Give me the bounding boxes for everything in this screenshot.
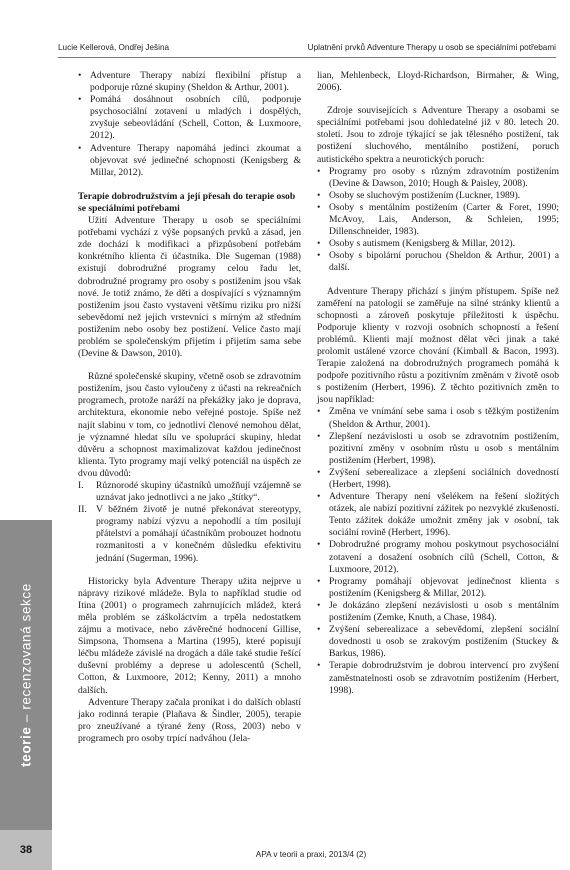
list-item: • Terapie dobrodružstvím je dobrou intervencí pro zvýšení zaměstnatelnosti osob se zdravotním postižením (Herbert, 1998). [317,660,559,696]
list-item: • Osoby s bipolární poruchou (Sheldon & Arthur, 2001) a další. [317,250,559,274]
right-column [317,70,559,697]
list-text: V běžném životě je nutné překonávat stereotypy, programy nabízí výzvu a nepohodlí a tím posilují přátelství a pomáhají účastníkům probouzet hodnotu rozmanitosti a v konečném důsledku efektivitu jednání (Sugerman, 1996). [96,504,301,564]
paragraph: Adventure Therapy začala pronikat i do dalších oblastí jako rodinná terapie (Plaňava & Šindler, 2005), terapie pro zneužívané a týrané ženy (Ross, 2003) nebo v programech pro osoby trpící nadváhou (Jela- [78,696,301,744]
list-item: • Adventure Therapy není všelékem na řešení složitých otázek, ale nabízí pozitivní zážitek po nezvyklé zkušenosti. Tento zážitek dokáže umožnit změny jak v osobní, tak sociální rovině (Herbert, 1996). [317,491,559,539]
list-number: I. [78,480,84,491]
header-running-title: Uplatnění prvků Adventure Therapy u osob se speciálními potřebami [307,43,556,52]
running-header [58,43,556,52]
paragraph: Užití Adventure Therapy u osob se speciálními potřebami vychází z výše popsaných prvků a zásad, jen zde dochází k modifikaci a přizpůsobení potřebám konkrétního klienta či účastníka. Dle Sugeman (1988) existují dobrodružné programy celou řadu let, dobrodružné programy pro osoby s postižením jsou však nové. Je totiž známo, že děti a dospívající s významným postižením jsou často vystaveni většímu riziku pro nižší sebevědomí než jejich vrstevníci s mírným až středním postižením nebo osoby bez postižení. Velice často mají problém se společenským přijetím i přijetím sama sebe (Devine & Dawson, 2010). [78,215,301,360]
side-label-reviewed: recenzovaná sekce [18,583,34,710]
list-item: • Adventure Therapy nabízí flexibilní přístup a podporuje různé skupiny (Sheldon & Arthur, 2001). [78,70,301,94]
list-item: • Programy pro osoby s různým zdravotním postižením (Devine & Dawson, 2010; Hough & Paisley, 2008). [317,166,559,190]
section-heading: Terapie dobrodružstvím a její přesah do terapie osob se speciálními potřebami [78,190,296,214]
list-item: • Dobrodružné programy mohou poskytnout psychosociální zotavení a dosažení osobních cílů (Schell, Cotton, & Luxmoore, 2012). [317,539,559,575]
list-number: II. [78,504,87,516]
side-label-dash: – [18,714,34,723]
list-item: • Osoby s mentálním postižením (Carter & Foret, 1990; McAvoy, Lais, Anderson, & Schleien, 1995; Dillenschneider, 1983). [317,202,559,238]
list-item: • Osoby s autismem (Kenigsberg & Millar, 2012). [317,238,559,250]
paragraph: Různé společenské skupiny, včetně osob se zdravotním postižením, jsou často vyloučeny z účasti na rekreačních programech, protože naráží na překážky jako je doprava, architektura, ekonomie nebo veřejné postoje. Spíše než najít slabinu v tom, co jednotliví členové nemohou dělat, je významné hledat sílu ve spolupráci skupiny, hledat důvěru a schopnost maximalizovat každou jedinečnost klienta. Tyto programy mají velký potenciál na úspěch ze dvou důvodů: [78,371,301,479]
list-item: • Změna ve vnímání sebe sama i osob s těžkým postižením (Sheldon & Arthur, 2001). [317,406,559,430]
right-bullet-list-1 [317,166,559,275]
paragraph-continuation: lian, Mehlenbeck, Lloyd-Richardson, Birmaher, & Wing, 2006). [317,70,559,94]
list-item: • Je dokázáno zlepšení nezávislosti u osob s mentálním postižením (Zemke, Knuth, a Chase, 1984). [317,600,559,624]
journal-footer: APA v teorii a praxi, 2013/4 (2) [255,850,367,859]
list-item [78,480,301,504]
list-item: • Pomáhá dosáhnout osobních cílů, podporuje psychosociální zotavení u mladých i dospělých, zvyšuje sebeovládání (Schell, Cotton, & Luxmoore, 2012). [78,94,301,142]
list-item: • Zlepšení nezávislosti u osob se zdravotním postižením, pozitivní změny v osobním růstu u osob s mentálním postižením (Herbert, 1998). [317,431,559,467]
reasons-list [78,480,301,565]
list-item: • Zvýšení seberealizace a sebevědomí, zlepšení sociální dovednosti u osob se zrakovým postižením (Stuckey & Barkus, 1986). [317,624,559,660]
paragraph: Historicky byla Adventure Therapy užita nejprve u nápravy rizikové mládeže. Byla to například studie od Itina (2001) o programech zahrnujících mládež, která měla problém se záškoláctvím a trpěla nedostatkem zájmu a motivace, nebo závěrečné hodnocení Gillise, Simpsona, Thomsena a Martina (1995), které popisují léčbu mládeže závislé na drogách a dále také studie řešící duševní problémy a deprese u adolescentů (Schell, Cotton, & Luxmoore, 2012; Kenny, 2011) a mnoho dalších. [78,575,301,696]
page-number: 38 [0,830,52,870]
section-side-label [19,583,34,767]
list-item: • Adventure Therapy napomáhá jedinci zkoumat a objevovat své jedinečné schopnosti (Kenigsberg & Millar, 2012). [78,143,301,179]
list-text: Různorodé skupiny účastníků umožňují vzájemně se uznávat jako jednotlivci a ne jako „štítky“. [96,480,301,504]
paragraph: Adventure Therapy přichází s jiným přístupem. Spíše než zaměření na patologii se zaměřuje na silné stránky klientů a schopnosti a zároveň poskytuje příležitosti k úspěchu. Podporuje klienty v rozvoji osobních schopností a řešení problémů. Klienti mají možnost dělat věci jinak a také prolomit ustálené vzorce chování (Kimball & Bacon, 1993). Terapie založená na dobrodružných programech pomáhá k podpoře pozitivního růstu a pozitivním změnám v životě osob s postižením (Herbert, 1996). Z těchto pozitivních změn to jsou například: [317,285,559,406]
right-bullet-list-2 [317,406,559,696]
list-item: • Osoby se sluchovým postižením (Luckner, 1989). [317,190,559,202]
left-bullet-list [78,70,301,179]
paragraph: Zdroje souvisejících s Adventure Therapy a osobami se speciálními potřebami jsou dohledatelné již v 80. letech 20. století. Jsou to zdroje týkající se jak tělesného postižení, tak postižení sluchového, mentálního postižení, poruch autistického spektra a neurotických poruch: [317,105,559,165]
list-item: • Programy pomáhají objevovat jedinečnost klienta s postižením (Kenigsberg & Millar, 2012). [317,576,559,600]
left-column [78,70,301,745]
header-rule [58,57,556,58]
header-authors: Lucie Kellerová, Ondřej Ješina [58,43,170,52]
side-label-theory: teorie [18,726,34,767]
list-item: • Zvýšení seberealizace a zlepšení sociálních dovedností (Herbert, 1998). [317,467,559,491]
list-item [78,504,301,564]
